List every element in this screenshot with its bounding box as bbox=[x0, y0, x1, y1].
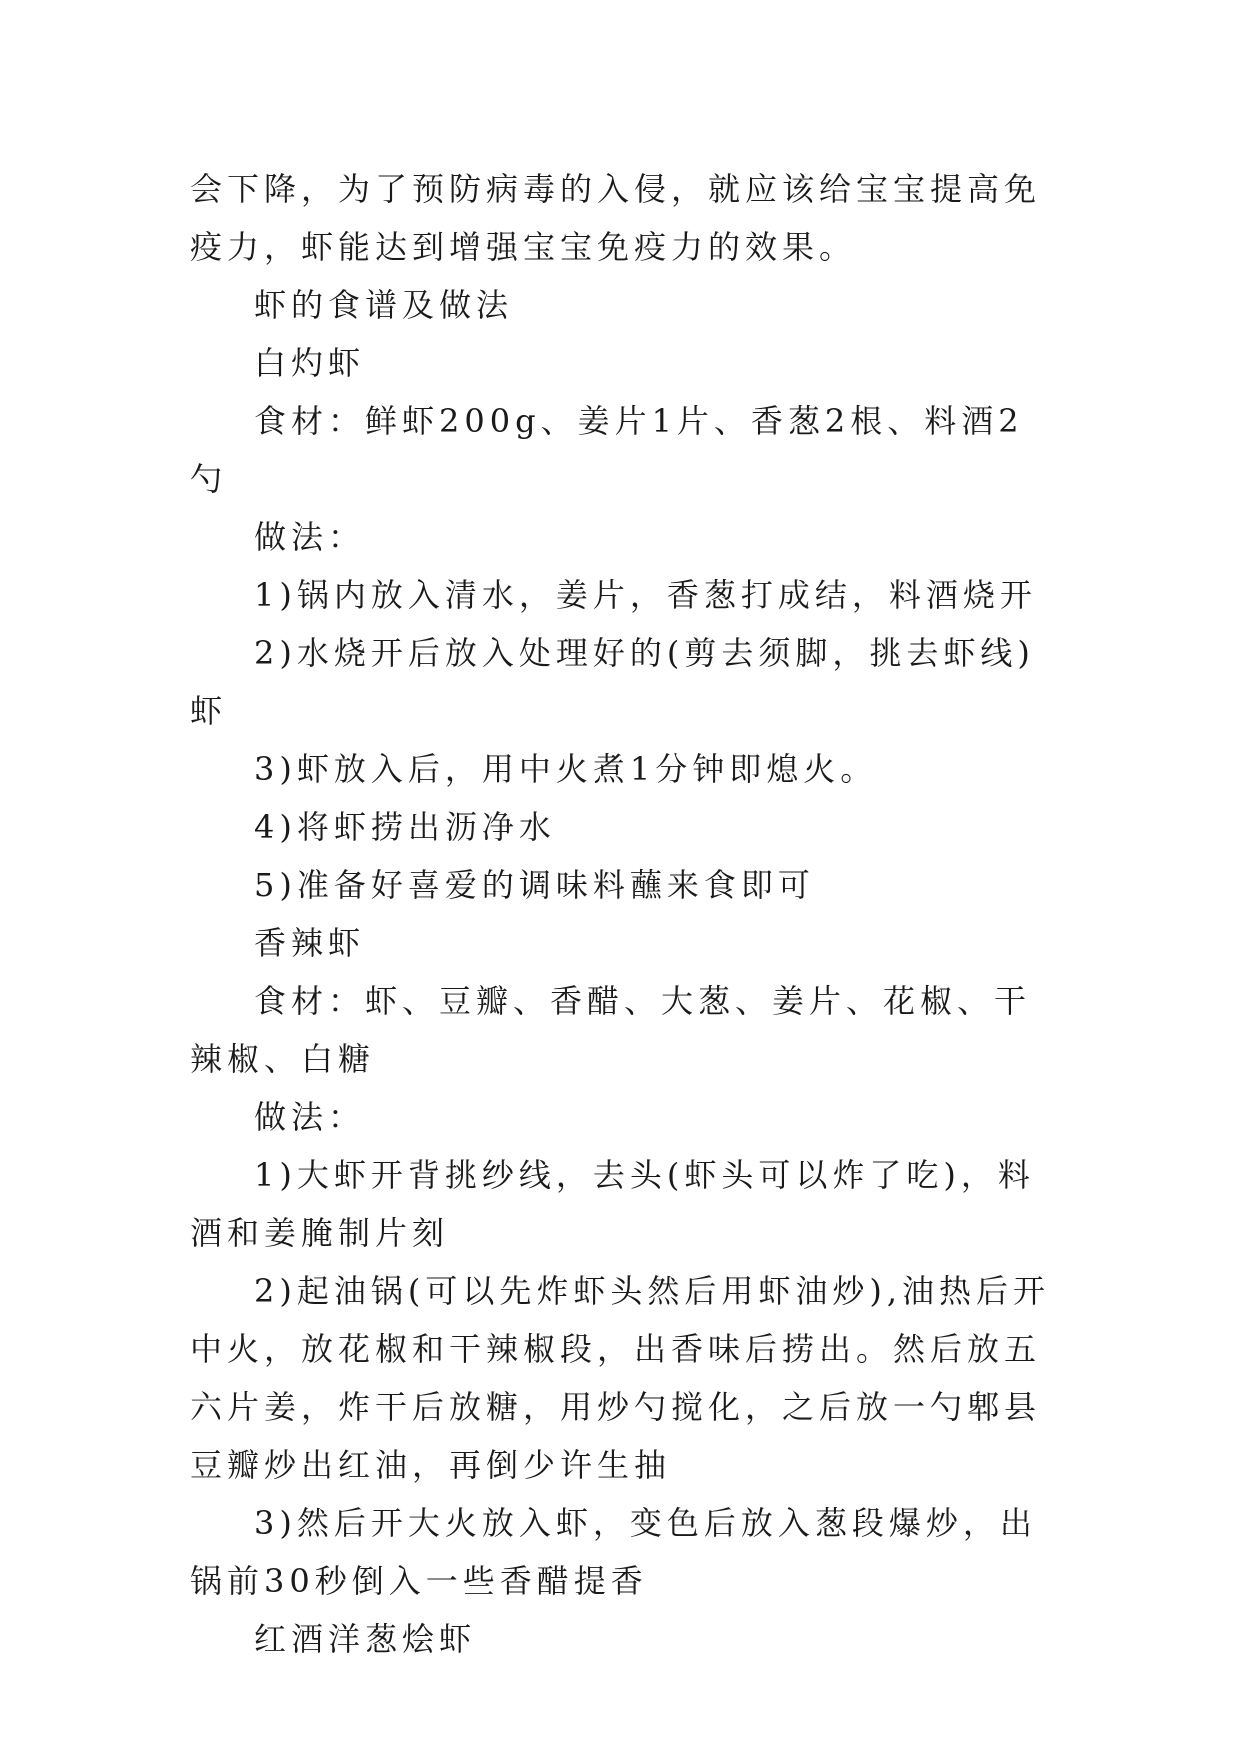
step-spicy-shrimp-1: 1)大虾开背挑纱线，去头(虾头可以炸了吃)，料酒和姜腌制片刻 bbox=[190, 1156, 1035, 1252]
paragraph-intro-continuation: 会下降，为了预防病毒的入侵，就应该给宝宝提高免疫力，虾能达到增强宝宝免疫力的效果。 bbox=[190, 170, 1042, 266]
document-body bbox=[190, 160, 1060, 1668]
method-label-boiled-shrimp: 做法： bbox=[254, 518, 366, 556]
step-spicy-shrimp-2: 2)起油锅(可以先炸虾头然后用虾油炒),油热后开中火，放花椒和干辣椒段，出香味后捞出。然后放五六片姜，炸干后放糖，用炒勺搅化，之后放一勺郫县豆瓣炒出红油，再倒少许生抽 bbox=[190, 1272, 1050, 1484]
method-label-spicy-shrimp: 做法： bbox=[254, 1098, 366, 1136]
recipe-title-spicy-shrimp: 香辣虾 bbox=[254, 924, 366, 962]
recipe-title-boiled-shrimp: 白灼虾 bbox=[254, 344, 366, 382]
step-spicy-shrimp-3: 3)然后开大火放入虾，变色后放入葱段爆炒，出锅前30秒倒入一些香醋提香 bbox=[190, 1504, 1037, 1600]
step-boiled-shrimp-3: 3)虾放入后，用中火煮1分钟即熄火。 bbox=[254, 750, 878, 788]
ingredients-spicy-shrimp: 食材：虾、豆瓣、香醋、大葱、姜片、花椒、干辣椒、白糖 bbox=[190, 982, 1032, 1078]
step-boiled-shrimp-1: 1)锅内放入清水，姜片，香葱打成结，料酒烧开 bbox=[254, 576, 1037, 614]
section-heading-shrimp-recipes: 虾的食谱及做法 bbox=[254, 286, 514, 324]
step-boiled-shrimp-2: 2)水烧开后放入处理好的(剪去须脚，挑去虾线)虾 bbox=[190, 634, 1035, 730]
recipe-title-red-wine-onion-shrimp: 红酒洋葱烩虾 bbox=[254, 1620, 477, 1658]
step-boiled-shrimp-5: 5)准备好喜爱的调味料蘸来食即可 bbox=[254, 866, 815, 904]
step-boiled-shrimp-4: 4)将虾捞出沥净水 bbox=[254, 808, 556, 846]
ingredients-boiled-shrimp: 食材：鲜虾200g、姜片1片、香葱2根、料酒2勺 bbox=[190, 402, 1024, 498]
